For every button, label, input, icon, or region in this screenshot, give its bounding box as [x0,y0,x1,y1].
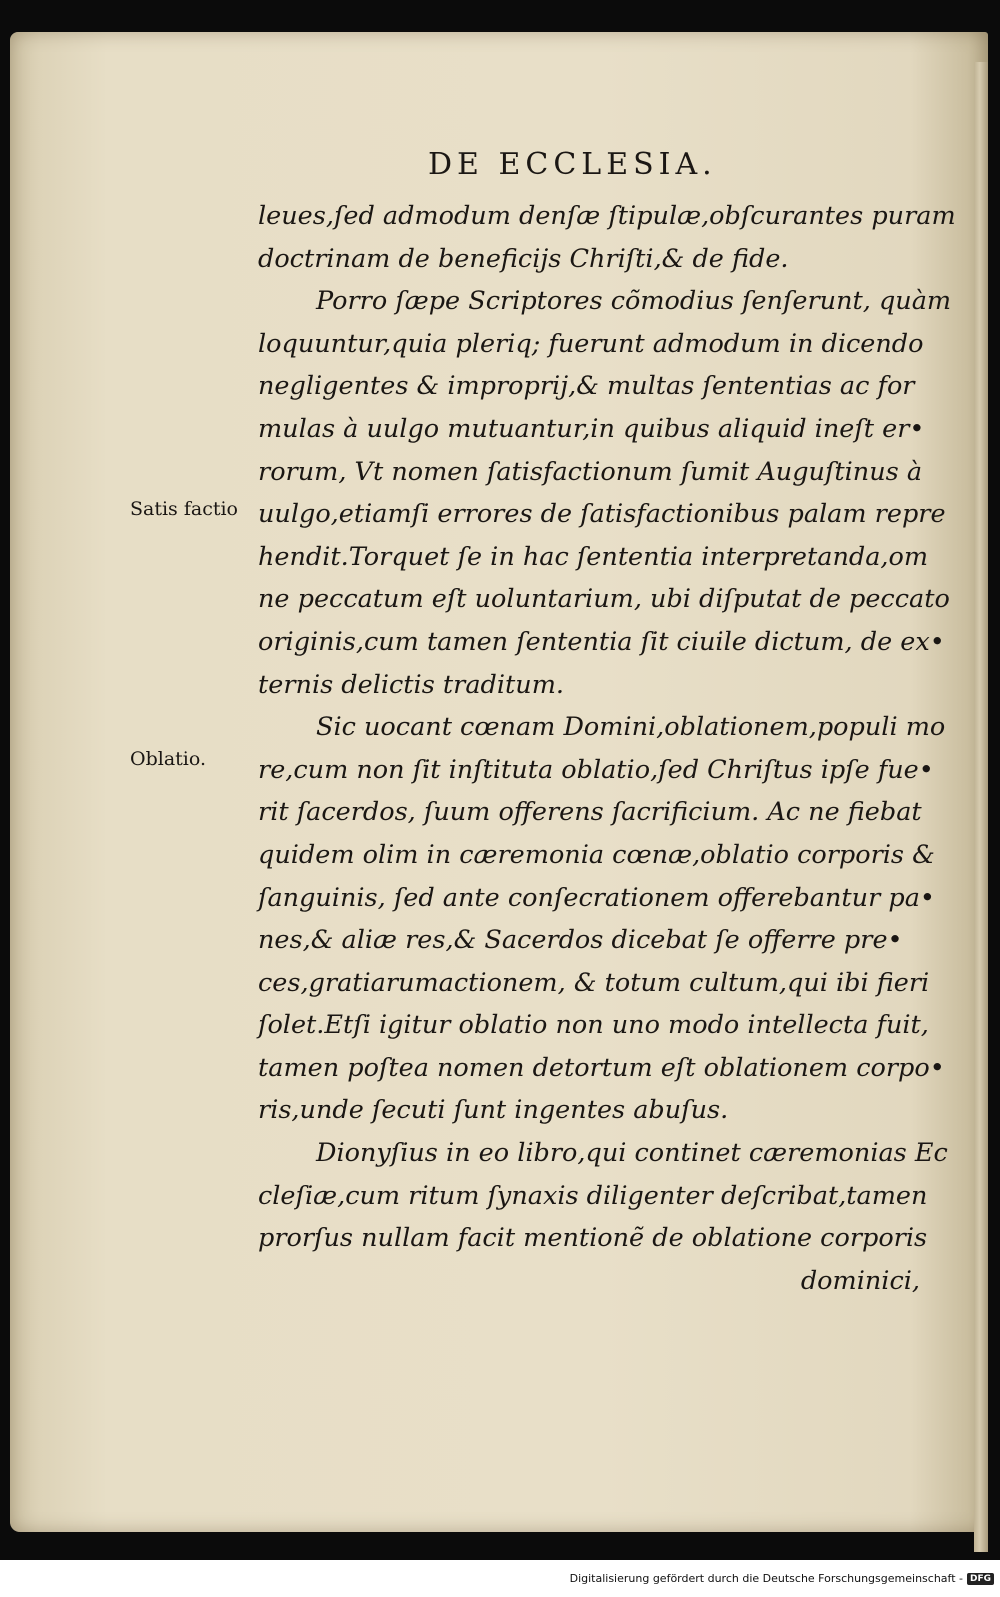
text-line-15: rit ſacerdos, ſuum offerens ſacrificium. Ac ne fiebat [258,797,922,828]
text-line-7: rorum, Vt nomen ſatisfactionum ſumit Auguſtinus à [258,456,923,487]
text-line-24: cleſiæ,cum ritum ſynaxis diligenter deſcribat,tamen [258,1180,928,1211]
text-line-22: ris,unde ſecuti ſunt ingentes abuſus. [258,1095,729,1126]
text-line-5: negligentes & improprij,& multas ſententias ac for [258,371,915,402]
text-line-20: ſolet.Etſi igitur oblatio non uno modo intellecta fuit, [258,1010,929,1041]
text-line-19: ces,gratiarumactionem, & totum cultum,qui ibi fieri [258,967,930,998]
text-line-16: quidem olim in cæremonia cœnæ,oblatio corporis & [258,839,935,870]
body-text [258,195,956,1302]
text-line-13: Sic uocant cœnam Domini,oblationem,populi mo [316,712,946,743]
page-edge [974,62,988,1552]
text-line-18: nes,& aliæ res,& Sacerdos dicebat ſe offerre pre• [258,925,903,956]
digitization-footer [570,1572,994,1585]
text-line-1: leues,ſed admodum denſæ ſtipulæ,obſcurantes puram [258,201,956,231]
text-line-21: tamen poſtea nomen detortum eſt oblationem corpo• [258,1052,945,1083]
text-line-25: prorſus nullam facit mentionẽ de oblatione corporis [258,1223,928,1254]
text-line-4: loquuntur,quia pleriq; fuerunt admodum in dicendo [258,328,924,359]
text-line-8: uulgo,etiamſi errores de ſatisfactionibus palam repre [258,499,946,530]
text-line-3: Porro ſæpe Scriptores cõmodius ſenſerunt, quàm [316,286,952,317]
text-line-11: originis,cum tamen ſententia ſit ciuile dictum, de ex• [258,626,945,657]
dfg-logo-icon: DFG [967,1573,994,1585]
text-line-9: hendit.Torquet ſe in hac ſententia interpretanda,om [258,541,929,572]
text-line-2: doctrinam de beneficijs Chriſti,& de fide. [258,243,789,274]
text-line-10: ne peccatum eſt uoluntarium, ubi diſputat de peccato [258,584,950,615]
catchword: dominici, [800,1265,920,1296]
footer-credit: Digitalisierung gefördert durch die Deutsche Forschungsgemeinschaft - [569,1572,963,1585]
text-line-17: ſanguinis, ſed ante conſecrationem offerebantur pa• [258,882,935,913]
text-line-12: ternis delictis traditum. [258,669,564,700]
margin-note-oblatio: Oblatio. [130,748,206,770]
running-head: DE ECCLESIA. [428,147,717,182]
text-line-6: mulas à uulgo mutuantur,in quibus aliquid ineſt er• [258,413,925,444]
text-line-23: Dionyſius in eo libro,qui continet cæremonias Ec [316,1138,948,1169]
margin-note-satisfactio: Satis factio [130,498,238,520]
text-line-14: re,cum non ſit inſtituta oblatio,ſed Chriſtus ipſe fue• [258,754,934,785]
